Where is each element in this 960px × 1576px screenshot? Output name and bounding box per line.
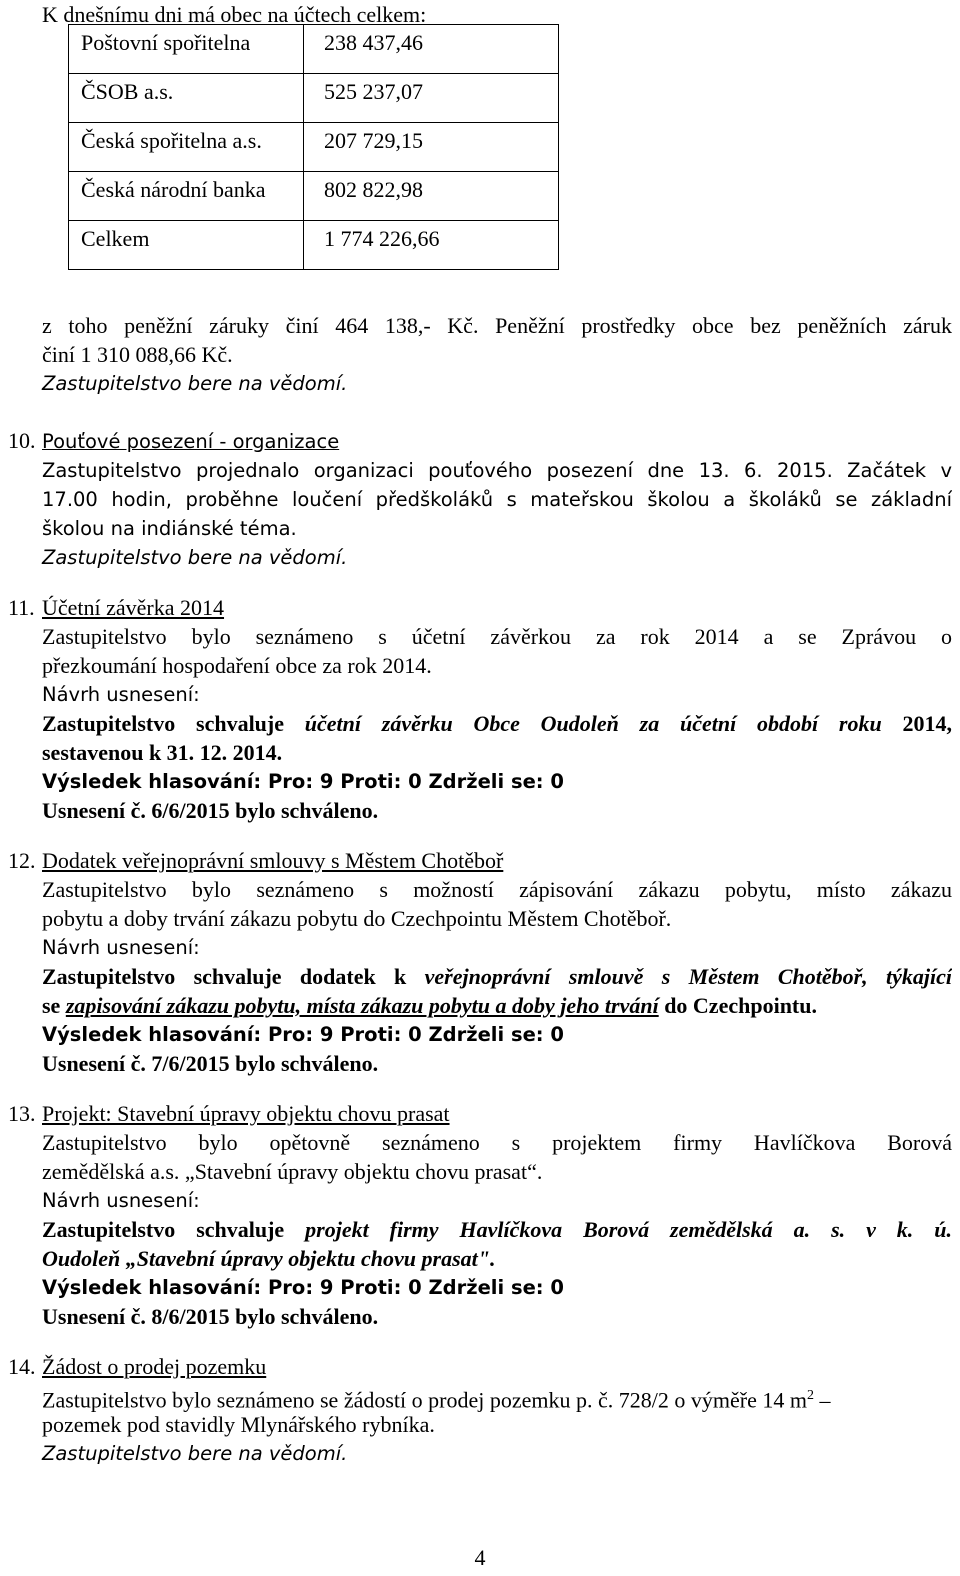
bank-amount: 238 437,46 xyxy=(304,25,559,74)
bank-name: Česká národní banka xyxy=(69,172,304,221)
section-title: Dodatek veřejnoprávní smlouvy s Městem Chotěboř xyxy=(42,848,504,873)
table-row xyxy=(69,25,559,74)
bank-amount: 1 774 226,66 xyxy=(304,221,559,270)
page-number: 4 xyxy=(474,1545,486,1570)
resolution-text: Oudoleň „Stavební úpravy objektu chovu prasat". xyxy=(42,1246,496,1271)
section-text: pozemek pod stavidly Mlynářského rybníka. xyxy=(42,1412,435,1437)
accounts-intro: K dnešnímu dni má obec na účtech celkem: xyxy=(42,2,427,27)
section-text: školou na indiánské téma. xyxy=(42,517,297,540)
section-number: 14. xyxy=(8,1354,36,1379)
section-number: 10. xyxy=(8,428,36,453)
noted-statement: Zastupitelstvo bere na vědomí. xyxy=(42,546,348,569)
bank-name: Poštovní spořitelna xyxy=(69,25,304,74)
section-title: Účetní závěrka 2014 xyxy=(42,595,225,620)
bank-amount: 207 729,15 xyxy=(304,123,559,172)
section-title: Projekt: Stavební úpravy objektu chovu prasat xyxy=(42,1101,450,1126)
section-text: Zastupitelstvo bylo seznámeno s účetní závěrkou za rok 2014 a se Zprávou o xyxy=(42,624,952,649)
table-row xyxy=(69,221,559,270)
guarantee-text: činí 1 310 088,66 Kč. xyxy=(42,342,233,367)
noted-statement: Zastupitelstvo bere na vědomí. xyxy=(42,372,348,395)
bank-amount: 525 237,07 xyxy=(304,74,559,123)
proposal-label: Návrh usnesení: xyxy=(42,683,200,706)
proposal-label: Návrh usnesení: xyxy=(42,936,200,959)
section-number: 12. xyxy=(8,848,36,873)
section-text: Zastupitelstvo bylo seznámeno se žádostí o prodej pozemku p. č. 728/2 o výměře 14 $m^2$ – xyxy=(42,1387,831,1413)
resolution-status: Usnesení č. 8/6/2015 bylo schváleno. xyxy=(42,1304,379,1329)
section-text: Zastupitelstvo bylo opětovně seznámeno s projektem firmy Havlíčkova Borová xyxy=(42,1130,952,1155)
section-number: 11. xyxy=(8,595,35,620)
section-text: Zastupitelstvo bylo seznámeno s možností zápisování zákazu pobytu, místo zákazu xyxy=(42,877,952,902)
section-number: 13. xyxy=(8,1101,36,1126)
resolution-text: Zastupitelstvo schvaluje účetní závěrku Obce Oudoleň za účetní období roku 2014, xyxy=(42,711,952,736)
resolution-text: Zastupitelstvo schvaluje projekt firmy Havlíčkova Borová zemědělská a. s. v k. ú. xyxy=(42,1217,952,1242)
section-text: přezkoumání hospodaření obce za rok 2014. xyxy=(42,653,432,678)
proposal-label: Návrh usnesení: xyxy=(42,1189,200,1212)
bank-name: ČSOB a.s. xyxy=(69,74,304,123)
accounts-table xyxy=(68,24,559,270)
noted-statement: Zastupitelstvo bere na vědomí. xyxy=(42,1442,348,1465)
vote-result: Výsledek hlasování: Pro: 9 Proti: 0 Zdrželi se: 0 xyxy=(42,1023,564,1046)
bank-name: Česká spořitelna a.s. xyxy=(69,123,304,172)
bank-amount: 802 822,98 xyxy=(304,172,559,221)
resolution-text: sestavenou k 31. 12. 2014. xyxy=(42,740,283,765)
resolution-status: Usnesení č. 7/6/2015 bylo schváleno. xyxy=(42,1051,379,1076)
section-text: pobytu a doby trvání zákazu pobytu do Czechpointu Městem Chotěboř. xyxy=(42,906,672,931)
section-title: Pouťové posezení - organizace xyxy=(42,430,340,453)
resolution-text: se zapisování zákazu pobytu, místa zákazu pobytu a doby jeho trvání do Czechpointu. xyxy=(42,993,817,1018)
table-row xyxy=(69,172,559,221)
guarantee-text: z toho peněžní záruky činí 464 138,- Kč. Peněžní prostředky obce bez peněžních záruk xyxy=(42,313,952,338)
table-row xyxy=(69,123,559,172)
vote-result: Výsledek hlasování: Pro: 9 Proti: 0 Zdrželi se: 0 xyxy=(42,770,564,793)
section-title: Žádost o prodej pozemku xyxy=(42,1354,267,1379)
section-text: 17.00 hodin, proběhne loučení předškoláků s mateřskou školou a školáků se základní xyxy=(42,488,952,511)
section-text: Zastupitelstvo projednalo organizaci pouťového posezení dne 13. 6. 2015. Začátek v xyxy=(42,459,952,482)
section-text: zemědělská a.s. „Stavební úpravy objektu chovu prasat“. xyxy=(42,1159,543,1184)
table-row xyxy=(69,74,559,123)
vote-result: Výsledek hlasování: Pro: 9 Proti: 0 Zdrželi se: 0 xyxy=(42,1276,564,1299)
resolution-status: Usnesení č. 6/6/2015 bylo schváleno. xyxy=(42,798,379,823)
resolution-text: Zastupitelstvo schvaluje dodatek k veřejnoprávní smlouvě s Městem Chotěboř, týkající xyxy=(42,964,952,989)
bank-name: Celkem xyxy=(69,221,304,270)
